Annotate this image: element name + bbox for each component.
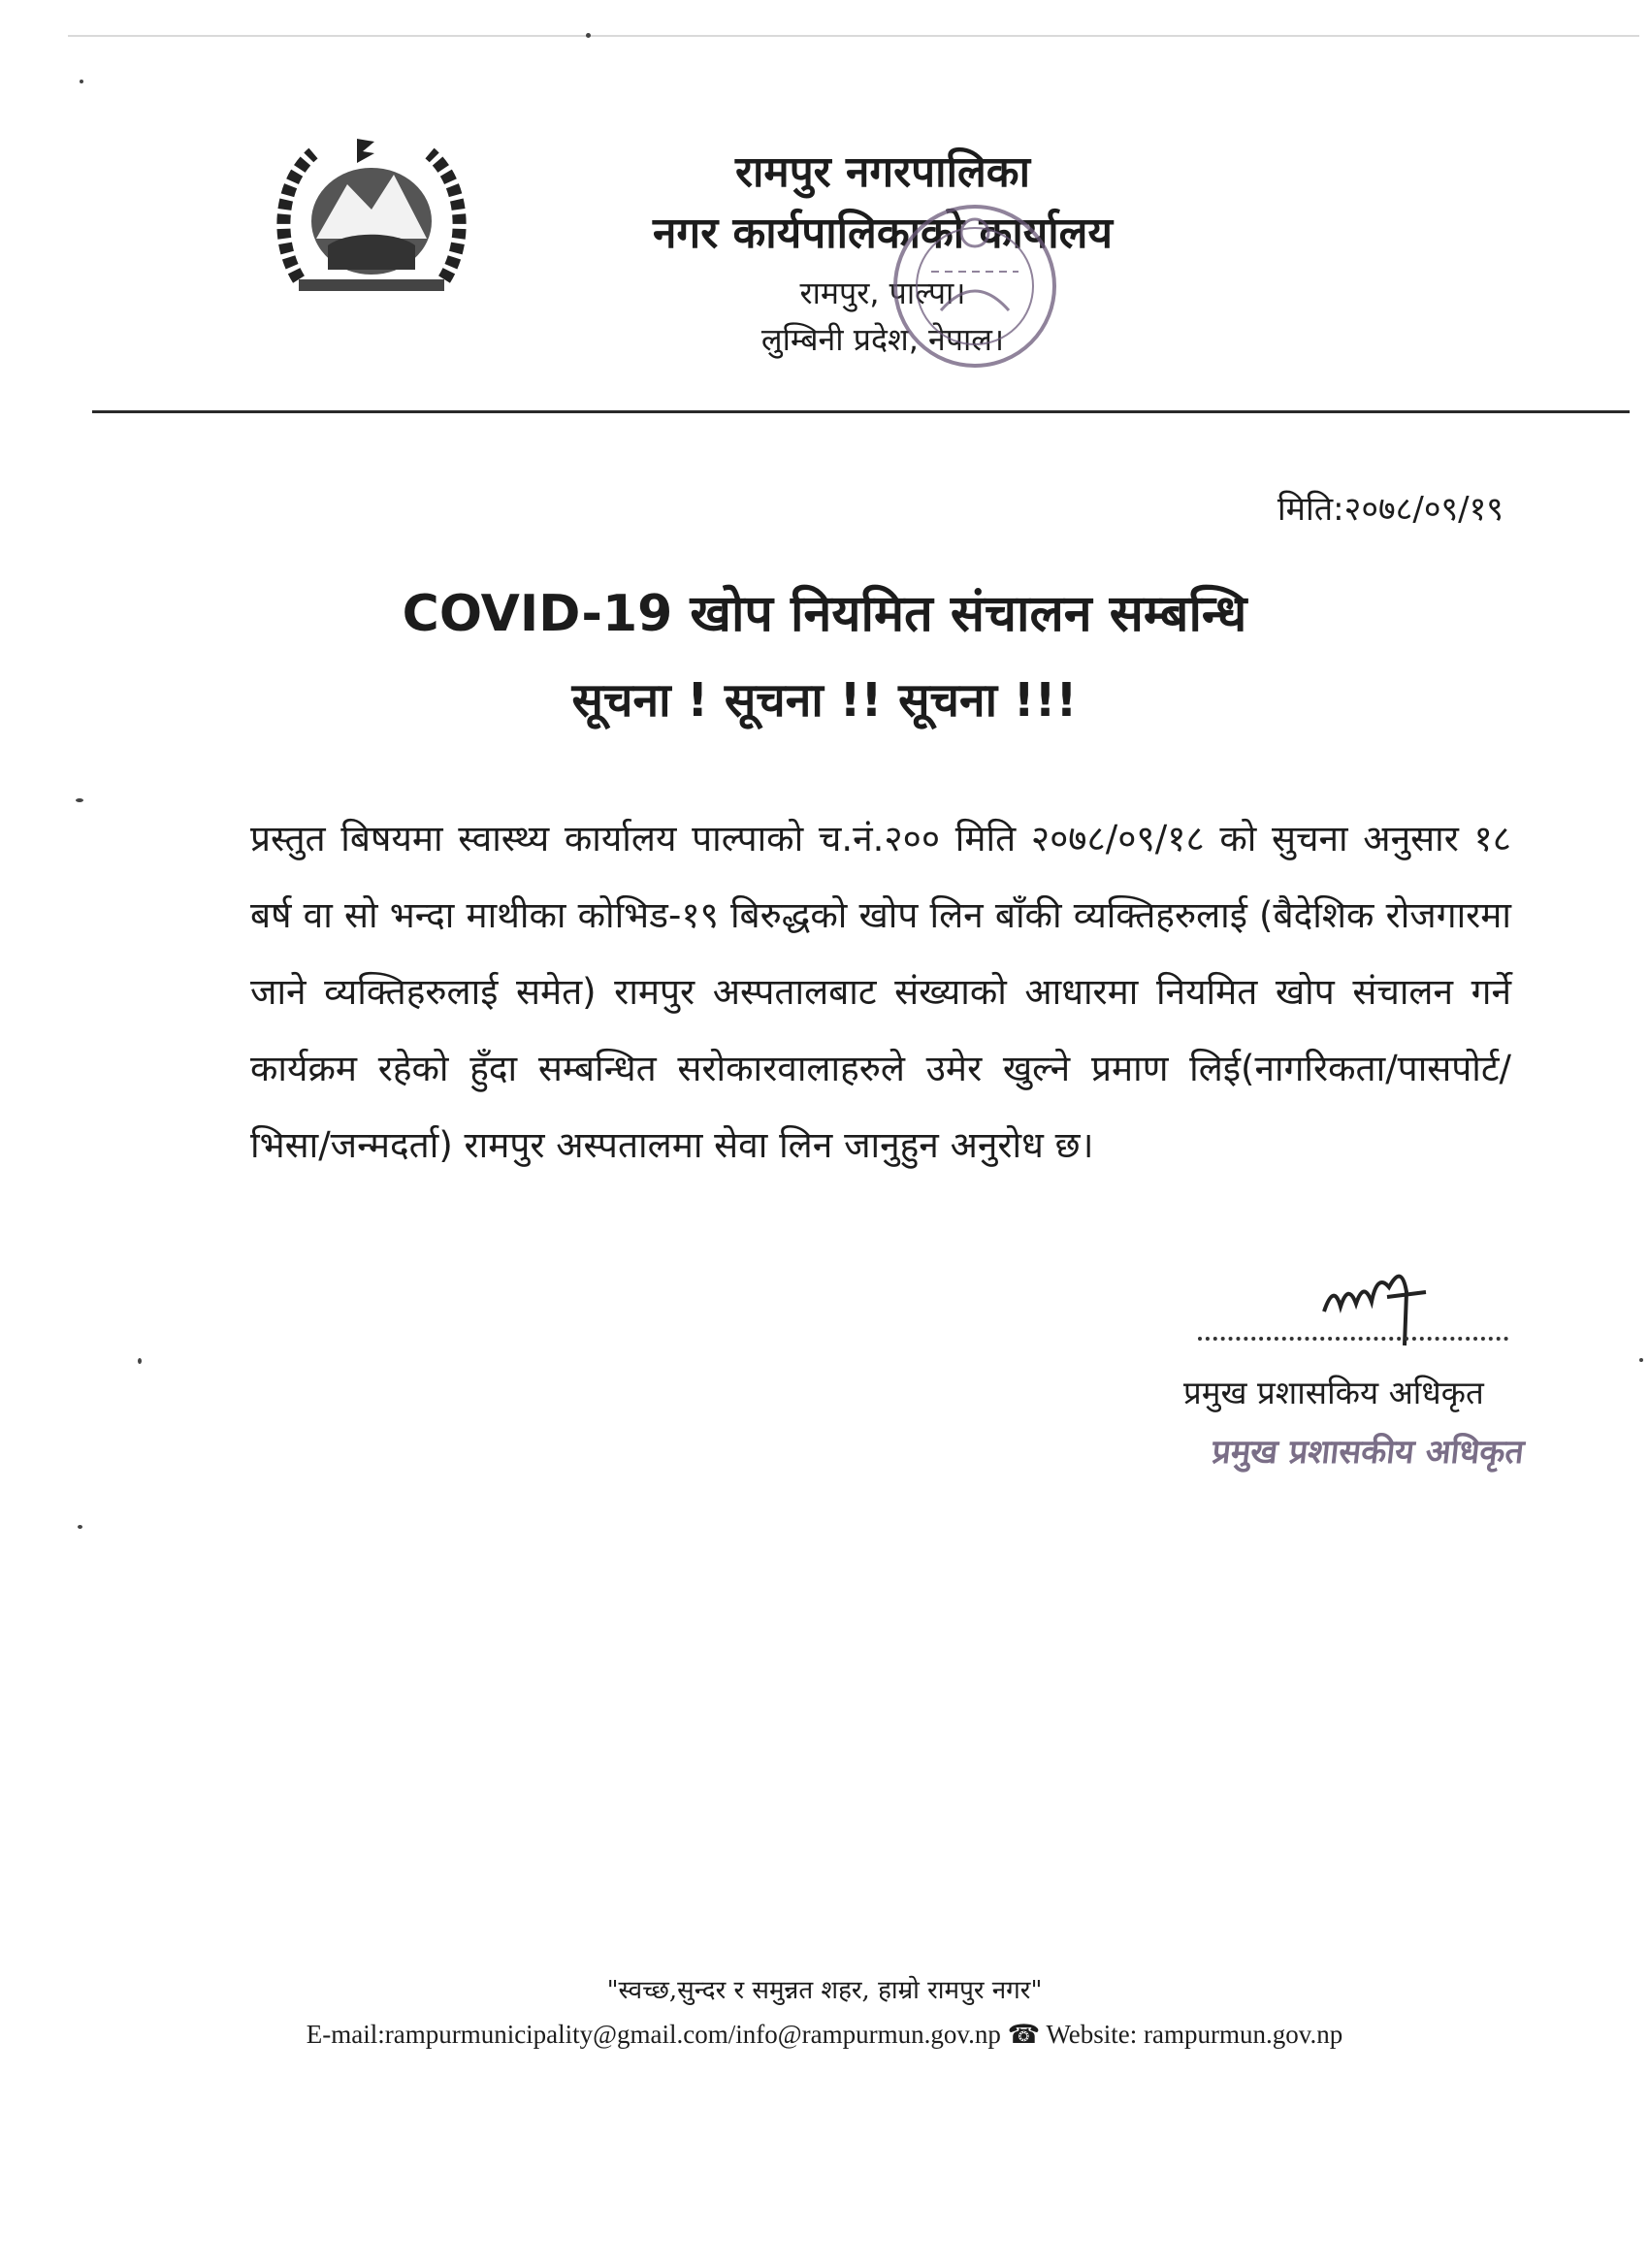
scan-speck xyxy=(586,33,591,38)
scan-speck xyxy=(76,798,83,802)
scan-speck xyxy=(1639,1358,1643,1362)
office-seal-icon xyxy=(873,194,1077,378)
scan-speck xyxy=(138,1358,142,1364)
header-divider xyxy=(92,410,1630,413)
notice-heading: सूचना ! सूचना !! सूचना !!! xyxy=(571,673,1078,728)
notice-date: मिति:२०७८/०९/१९ xyxy=(1277,490,1504,529)
footer-slogan: "स्वच्छ,सुन्दर र समुन्नत शहर, हाम्रो रामपुर नगर" xyxy=(606,1976,1043,2005)
scan-speck xyxy=(80,80,83,83)
designation-stamp: प्रमुख प्रशासकीय अधिकृत xyxy=(1210,1433,1527,1472)
nepal-emblem-icon xyxy=(270,124,473,299)
scan-edge xyxy=(68,35,1639,37)
scan-speck xyxy=(78,1525,82,1529)
notice-body: प्रस्तुत बिषयमा स्वास्थ्य कार्यालय पाल्पाको च.नं.२०० मिति २०७८/०९/१८ को सुचना अनुसार १८ बर्ष वा सो भन्दा माथीका कोभिड-१९ बिरुद्धको खोप लिन बाँकी व्यक्तिहरुलाई (बैदेशिक रोजगारमा जाने व्यक्तिहरुलाई समेत) रामपुर अस्पतालबाट संख्याको आधारमा नियमित खोप संचालन गर्ने कार्यक्रम रहेको हुँदा सम्बन्धित सरोकारवालाहरुले उमेर खुल्ने प्रमाण लिई(नागरिकता/पासपोर्ट/भिसा/जन्मदर्ता) रामपुर अस्पतालमा सेवा लिन जानुहुन अनुरोध छ। xyxy=(250,818,1511,1166)
footer-contact: E-mail:rampurmunicipality@gmail.com/info@rampurmun.gov.np ☎ Website: rampurmun.gov.np xyxy=(306,2020,1343,2049)
address-line-1: रामपुर, पाल्पा। xyxy=(799,275,966,311)
municipality-name: रामपुर नगरपालिका xyxy=(734,147,1030,197)
office-name: नगर कार्यपालिकाको कार्यालय xyxy=(653,209,1113,258)
address-line-2: लुम्बिनी प्रदेश, नेपाल। xyxy=(760,321,1005,358)
signature-icon xyxy=(1319,1244,1455,1350)
notice-title: COVID-19 खोप नियमित संचालन सम्बन्धि xyxy=(402,585,1247,643)
signature-line xyxy=(1198,1337,1508,1341)
officer-designation: प्रमुख प्रशासकिय अधिकृत xyxy=(1183,1374,1484,1411)
